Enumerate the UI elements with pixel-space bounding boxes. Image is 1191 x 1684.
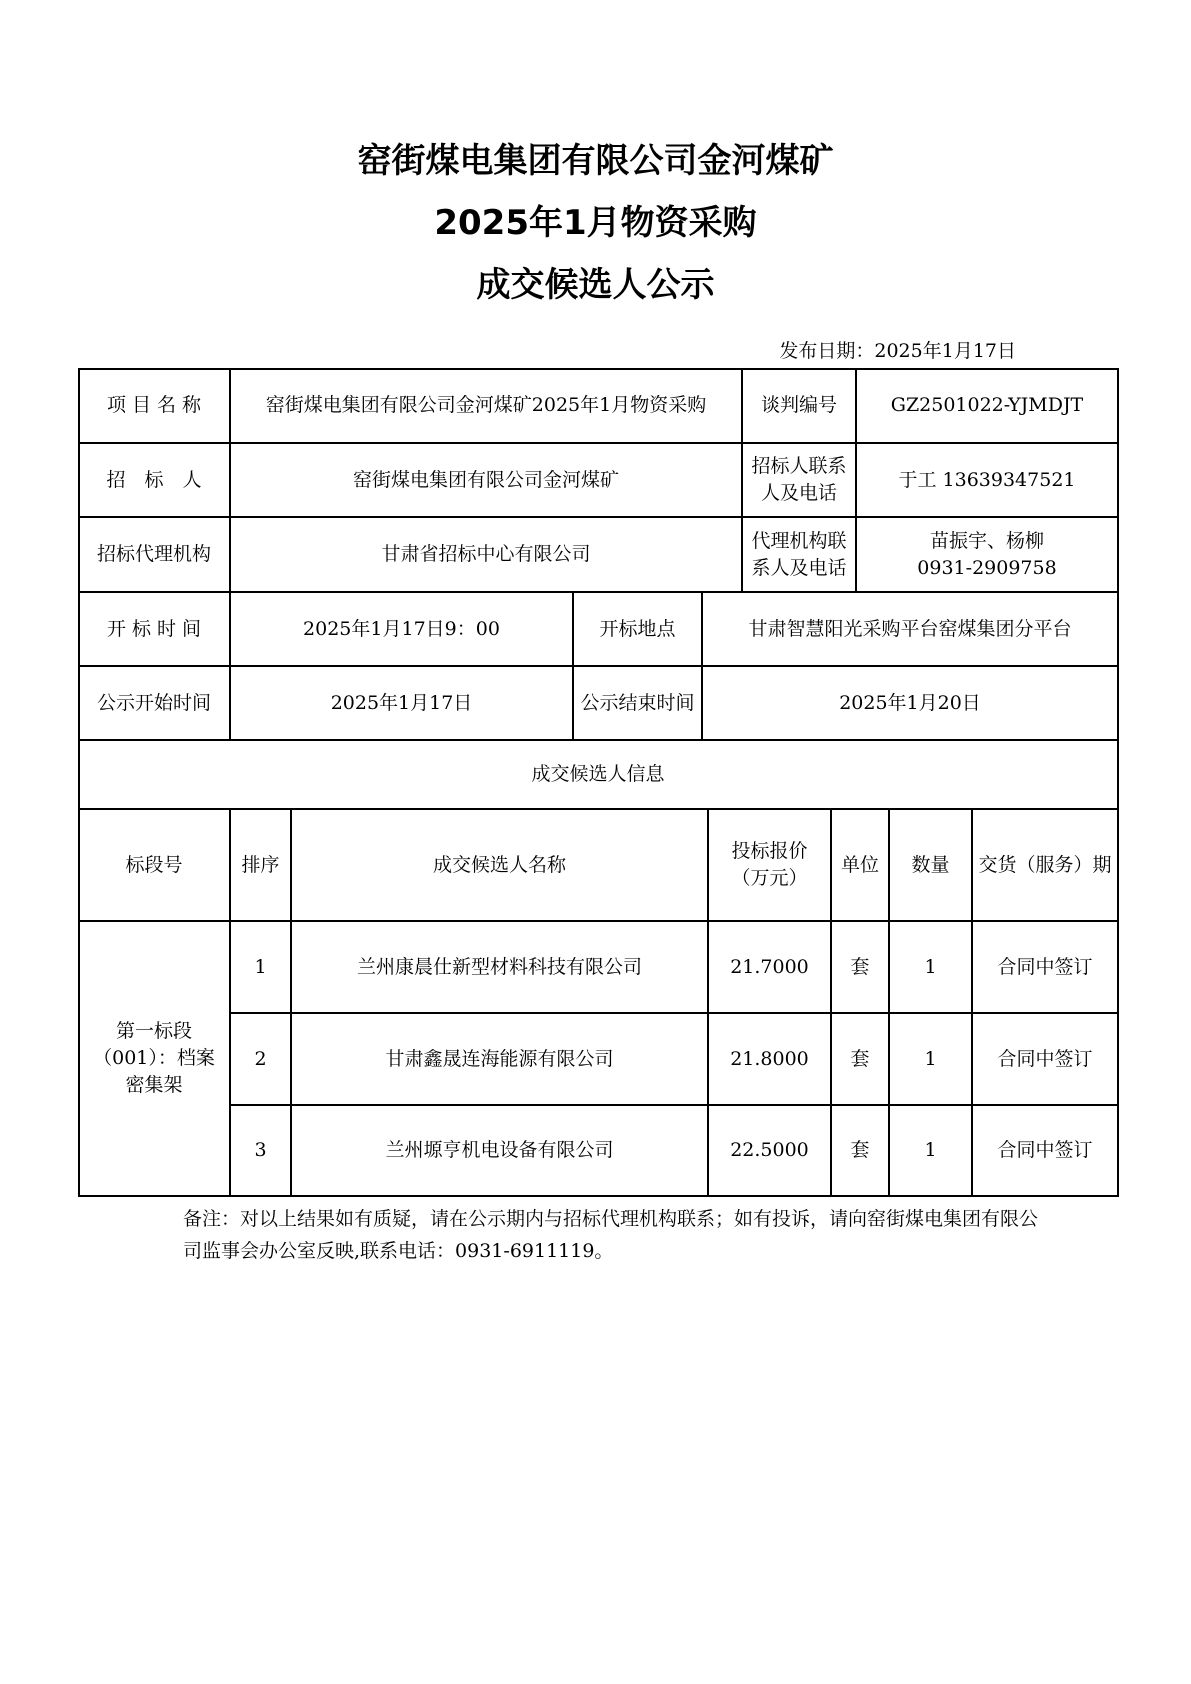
remark-note: 备注：对以上结果如有质疑，请在公示期内与招标代理机构联系；如有投诉，请向窑街煤电集团有限公司监事会办公室反映,联系电话：0931-6911119。 bbox=[183, 1208, 1039, 1262]
candidate-announcement-table bbox=[78, 368, 1119, 1197]
document-title-line-2: 2025年1月物资采购 bbox=[434, 203, 757, 243]
candidate-delivery: 合同中签订 bbox=[997, 1047, 1093, 1070]
column-header-unit: 单位 bbox=[840, 853, 879, 876]
agency-contact-label: 代理机构联系人及电话 bbox=[751, 529, 847, 579]
candidate-unit: 套 bbox=[850, 955, 870, 978]
opening-time-value: 2025年1月17日9：00 bbox=[303, 617, 500, 640]
candidate-price: 21.8000 bbox=[730, 1047, 809, 1070]
candidate-rank: 3 bbox=[254, 1139, 267, 1161]
tenderer-contact-label: 招标人联系人及电话 bbox=[751, 455, 847, 504]
project-name-label: 项 目 名 称 bbox=[106, 394, 202, 416]
candidate-quantity: 1 bbox=[924, 1047, 937, 1070]
column-header-rank: 排序 bbox=[241, 853, 280, 876]
candidate-quantity: 1 bbox=[924, 1139, 937, 1161]
candidate-delivery: 合同中签订 bbox=[997, 955, 1093, 978]
publish-date: 发布日期：2025年1月17日 bbox=[779, 340, 1016, 362]
candidate-rank: 1 bbox=[254, 955, 267, 978]
tenderer-contact-value: 于工 13639347521 bbox=[898, 468, 1076, 491]
candidate-name: 兰州塬亨机电设备有限公司 bbox=[385, 1139, 614, 1161]
candidate-unit: 套 bbox=[850, 1139, 870, 1161]
candidate-delivery: 合同中签订 bbox=[997, 1139, 1093, 1161]
candidate-rank: 2 bbox=[254, 1047, 267, 1070]
document-title-line-1: 窑街煤电集团有限公司金河煤矿 bbox=[357, 141, 834, 181]
column-header-bid-price: 投标报价（万元） bbox=[731, 840, 808, 889]
opening-place-label: 开标地点 bbox=[599, 617, 676, 640]
document-title-line-3: 成交候选人公示 bbox=[476, 265, 715, 305]
candidate-name: 兰州康晨仕新型材料科技有限公司 bbox=[356, 955, 642, 978]
tenderer-label: 招 标 人 bbox=[106, 468, 202, 491]
column-header-candidate-name: 成交候选人名称 bbox=[432, 853, 566, 876]
tenderer-value: 窑街煤电集团有限公司金河煤矿 bbox=[352, 468, 619, 491]
notice-start-label: 公示开始时间 bbox=[96, 691, 211, 714]
agency-label: 招标代理机构 bbox=[96, 543, 211, 565]
notice-end-value: 2025年1月20日 bbox=[839, 691, 981, 714]
candidate-price: 21.7000 bbox=[730, 955, 809, 978]
candidates-section-header: 成交候选人信息 bbox=[531, 763, 665, 785]
opening-place-value: 甘肃智慧阳光采购平台窑煤集团分平台 bbox=[748, 617, 1072, 640]
candidate-quantity: 1 bbox=[924, 955, 937, 978]
notice-end-label: 公示结束时间 bbox=[580, 691, 695, 714]
notice-start-value: 2025年1月17日 bbox=[330, 691, 473, 714]
lot-cell: 第一标段（001）：档案密集架 bbox=[93, 1020, 215, 1096]
project-name-value: 窑街煤电集团有限公司金河煤矿2025年1月物资采购 bbox=[265, 394, 707, 416]
negotiation-no-label: 谈判编号 bbox=[760, 394, 837, 416]
negotiation-no-value: GZ2501022-YJMDJT bbox=[890, 394, 1084, 416]
column-header-quantity: 数量 bbox=[911, 853, 950, 876]
agency-value: 甘肃省招标中心有限公司 bbox=[381, 543, 591, 565]
opening-time-label: 开 标 时 间 bbox=[106, 617, 202, 640]
candidate-unit: 套 bbox=[850, 1047, 870, 1070]
agency-contact-value: 苗振宇、杨柳 0931-2909758 bbox=[917, 529, 1057, 579]
candidate-name: 甘肃鑫晟连海能源有限公司 bbox=[385, 1047, 614, 1070]
column-header-lot: 标段号 bbox=[125, 853, 183, 876]
candidate-price: 22.5000 bbox=[730, 1139, 809, 1161]
column-header-delivery-period: 交货（服务）期 bbox=[978, 853, 1112, 876]
